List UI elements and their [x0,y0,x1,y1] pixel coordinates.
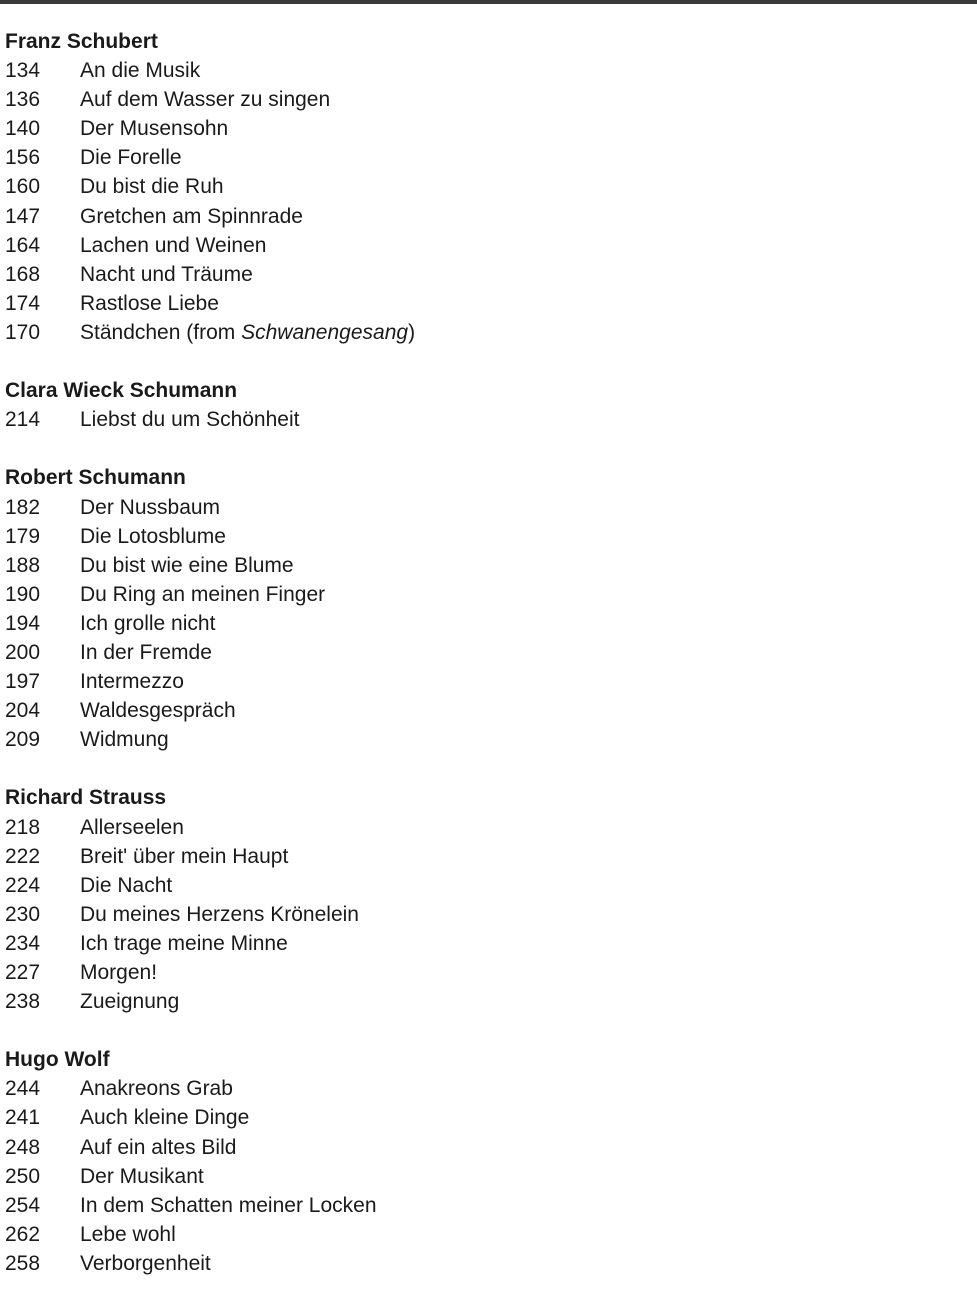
composer-section [5,27,415,347]
song-title [80,1162,204,1191]
song-title-text: Auf ein altes Bild [80,1135,237,1159]
song-entry [5,231,415,260]
song-title-text: Ständchen (from [80,320,242,344]
song-entry [5,143,415,172]
song-title [80,1191,377,1220]
composer-heading: Clara Wieck Schumann [5,379,238,403]
song-title [80,871,172,900]
song-title [80,987,179,1016]
page-number: 209 [5,728,41,752]
song-entry [5,85,415,114]
song-entry [5,1103,415,1132]
song-entry [5,260,415,289]
song-title-text: In dem Schatten meiner Locken [80,1193,377,1217]
song-entry [5,900,415,929]
song-title [80,929,288,958]
song-title-text: Der Musikant [80,1164,204,1188]
page-number: 136 [5,88,41,112]
song-title [80,114,228,143]
song-entry [5,289,415,318]
composer-heading: Franz Schubert [5,30,158,53]
composer-heading: Robert Schumann [5,466,186,490]
song-entry [5,493,415,522]
song-entry [5,202,415,231]
page-number: 262 [5,1222,41,1246]
song-title-text: In der Fremde [80,640,212,664]
song-title [80,638,212,667]
song-title-text: Anakreons Grab [80,1077,233,1101]
song-title [80,813,184,842]
page-number: 214 [5,408,41,432]
song-title [80,143,182,172]
song-entry [5,871,415,900]
song-title [80,1103,249,1132]
song-title-text: Ich grolle nicht [80,611,216,635]
song-entry [5,1074,415,1103]
song-title-text: Breit' über mein Haupt [80,844,289,868]
song-title [80,958,157,987]
song-title [80,551,294,580]
page-number: 200 [5,640,41,664]
song-entry [5,1133,415,1162]
song-title-text: Allerseelen [80,815,184,839]
page-number: 224 [5,873,41,897]
song-entry [5,842,415,871]
page-number: 174 [5,291,41,315]
song-title-text: Nacht und Träume [80,262,253,286]
composer-heading: Richard Strauss [5,786,167,810]
song-entry [5,609,415,638]
song-title-text: Lebe wohl [80,1222,176,1246]
song-title [80,85,330,114]
song-title-text: Du bist die Ruh [80,175,224,199]
page-number: 250 [5,1164,41,1188]
song-entry [5,580,415,609]
song-title [80,493,220,522]
song-entry [5,172,415,201]
song-title [80,405,299,434]
song-title [80,172,224,201]
song-entry [5,696,415,725]
song-title-text: Waldesgespräch [80,699,236,723]
song-title [80,1074,233,1103]
page-number: 164 [5,233,41,257]
composer-section [5,1045,415,1278]
song-entry [5,958,415,987]
page-number: 190 [5,582,41,606]
song-title-text: Lachen und Weinen [80,233,267,257]
page-number: 234 [5,931,41,955]
song-title-italic: Schwanengesang [241,320,409,344]
page-number: 140 [5,117,41,141]
song-entry [5,929,415,958]
page-number: 238 [5,990,41,1014]
song-entry [5,987,415,1016]
song-title-text: Rastlose Liebe [80,291,219,315]
song-entry [5,725,415,754]
song-title-text: Morgen! [80,961,158,984]
composer-section [5,376,415,434]
page-number: 258 [5,1251,41,1275]
song-entry [5,551,415,580]
song-title-text: Widmung [80,728,169,752]
page-number: 160 [5,175,41,199]
page-number: 197 [5,670,41,694]
song-title [80,202,303,231]
song-entry [5,114,415,143]
song-title [80,1249,211,1278]
song-entry [5,1191,415,1220]
page-number: 188 [5,553,41,577]
song-title [80,696,236,725]
page-number: 156 [5,146,41,170]
song-title [80,318,415,347]
song-title [80,1220,176,1249]
page-number: 134 [5,59,41,83]
song-title-text: Die Nacht [80,873,173,897]
song-title [80,289,219,318]
page-number: 168 [5,262,41,286]
song-entry [5,813,415,842]
song-title [80,667,184,696]
song-title [80,56,200,85]
song-title-text: Du meines Herzens Krönelein [80,902,359,926]
contents-list [5,27,415,1307]
composer-section [5,463,415,754]
page-number: 218 [5,815,41,839]
page-number: 194 [5,611,41,635]
song-title [80,900,359,929]
song-entry [5,522,415,551]
page-number: 244 [5,1077,41,1101]
page-number: 230 [5,902,41,926]
song-title-text: Zueignung [80,990,180,1014]
song-title-text: Auch kleine Dinge [80,1106,250,1130]
song-entry [5,405,415,434]
page-number: 170 [5,320,41,344]
song-entry [5,318,415,347]
song-title [80,842,288,871]
song-entry [5,1220,415,1249]
song-entry [5,56,415,85]
song-title [80,260,253,289]
song-title-text: Du bist wie eine Blume [80,553,294,577]
page-number: 147 [5,204,41,228]
song-title [80,522,226,551]
top-rule [0,0,977,4]
song-title-text: Verborgenheit [80,1251,211,1275]
song-title-text: An die Musik [80,59,201,83]
song-title-text: Ich trage meine Minne [80,931,288,955]
page-number: 182 [5,495,41,519]
song-title-text: Die Forelle [80,146,182,170]
composer-section [5,783,415,1016]
page-number: 248 [5,1135,41,1159]
song-title-text: Der Musensohn [80,117,229,141]
song-title [80,231,266,260]
song-title-text: Liebst du um Schönheit [80,408,300,432]
song-title-text: Intermezzo [80,670,184,694]
page-number: 241 [5,1106,41,1130]
composer-heading: Hugo Wolf [5,1048,110,1072]
page-number: 204 [5,699,41,723]
song-entry [5,638,415,667]
song-title-text: Du Ring an meinen Finger [80,582,326,606]
song-entry [5,1249,415,1278]
song-title-text: Gretchen am Spinnrade [80,204,303,228]
song-title [80,1133,236,1162]
page-number: 179 [5,524,41,548]
song-entry [5,667,415,696]
song-title-tail: ) [408,320,416,344]
song-entry [5,1162,415,1191]
song-title [80,609,215,638]
song-title [80,725,169,754]
song-title-text: Der Nussbaum [80,495,221,519]
song-title-text: Die Lotosblume [80,524,226,548]
page-number: 222 [5,844,41,868]
page-number: 227 [5,961,41,984]
page-number: 254 [5,1193,41,1217]
song-title [80,580,325,609]
song-title-text: Auf dem Wasser zu singen [80,88,331,112]
